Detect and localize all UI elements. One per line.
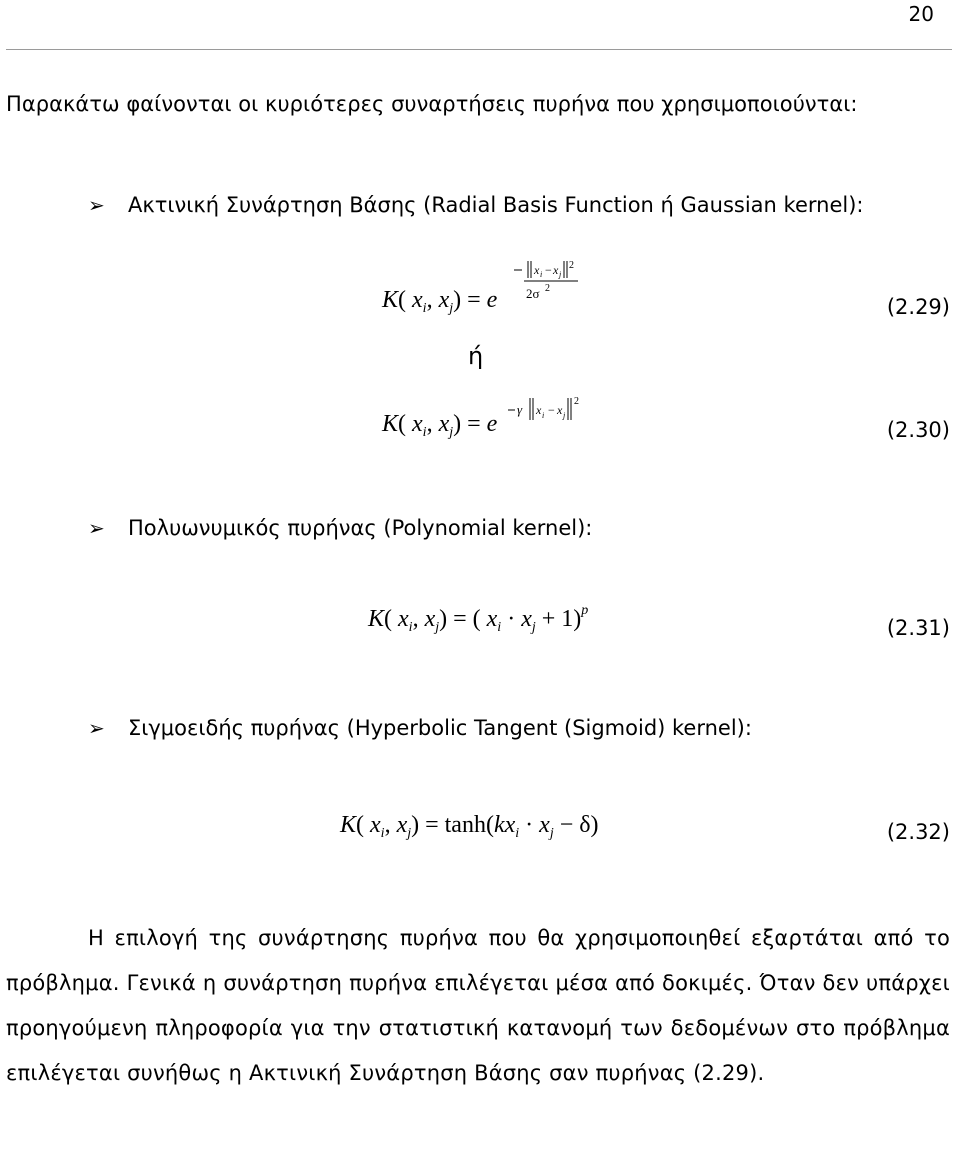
closing-paragraph-text: Η επιλογή της συνάρτησης πυρήνα που θα χρησιμοποιηθεί εξαρτάται από το πρόβλημα. Γενικά η συνάρτηση πυρήνα επιλέγεται μέσα από δοκιμές. Όταν δεν υπάρχει προηγούμενη πληροφορία για την στατιστική κατανομή των δεδομένων στο πρόβλημα επιλέγεται συνήθως η Ακτινική Συνάρτηση Βάσης σαν πυρήνας (2.29). <box>6 926 950 1085</box>
closing-paragraph <box>6 916 950 1096</box>
bullet-sigmoid <box>88 716 752 740</box>
equation-number-2-30: (2.30) <box>886 418 950 442</box>
equation-2-29: K( $x_i$, $x_j) = e$ <box>382 287 498 316</box>
equation-2-29-exponent <box>512 258 572 312</box>
svg-text:−: − <box>548 403 555 417</box>
bullet-sigmoid-label: Σιγμοειδής πυρήνας (Hyperbolic Tangent (Sigmoid) kernel): <box>128 716 752 740</box>
svg-text:2: 2 <box>569 260 574 271</box>
svg-text:j: j <box>563 411 566 420</box>
bullet-polynomial <box>88 516 592 540</box>
svg-text:2σ: 2σ <box>526 286 540 301</box>
equation-number-2-31: (2.31) <box>886 616 950 640</box>
or-word: ή <box>468 342 484 370</box>
svg-text:i: i <box>542 411 545 420</box>
svg-text:2: 2 <box>574 396 579 407</box>
bullet-polynomial-label: Πολυωνυμικός πυρήνας (Polynomial kernel): <box>128 516 593 540</box>
bullet-rbf-label: Ακτινική Συνάρτηση Βάσης (Radial Basis Function ή Gaussian kernel): <box>128 193 864 217</box>
svg-text:x: x <box>536 403 542 417</box>
svg-text:j: j <box>559 270 562 279</box>
svg-text:2: 2 <box>545 283 550 294</box>
equation-number-2-29: (2.29) <box>886 295 950 319</box>
equation-2-32: K( $x_i$, $x_j) = \tanh(kx_i \cdot x_j - \delta)$ <box>340 812 599 841</box>
equation-2-30: K( $x_i$, $x_j) = e$ <box>382 411 498 440</box>
page-number: 20 <box>908 2 934 26</box>
rbf-gamma-exponent <box>506 392 586 424</box>
gaussian-exponent-fraction <box>512 258 587 308</box>
svg-text:x: x <box>534 263 540 277</box>
svg-text:x: x <box>557 403 563 417</box>
svg-text:x: x <box>553 263 559 277</box>
svg-text:γ: γ <box>517 402 523 417</box>
svg-text:−: − <box>545 263 552 277</box>
equation-2-31: K( $x_i$, $x_j$) = ( $x_i \cdot x_j + 1)^p$ <box>368 603 589 635</box>
svg-text:i: i <box>540 270 543 279</box>
arrowhead-bullet-icon: ➢ <box>88 716 105 740</box>
equation-2-30-exponent <box>506 392 586 428</box>
arrowhead-bullet-icon: ➢ <box>88 516 105 540</box>
intro-text: Παρακάτω φαίνονται οι κυριότερες συναρτήσεις πυρήνα που χρησιμοποιούνται: <box>6 92 858 116</box>
bullet-rbf <box>88 193 863 217</box>
header-rule <box>6 49 952 50</box>
equation-number-2-32: (2.32) <box>886 820 950 844</box>
arrowhead-bullet-icon: ➢ <box>88 193 105 217</box>
